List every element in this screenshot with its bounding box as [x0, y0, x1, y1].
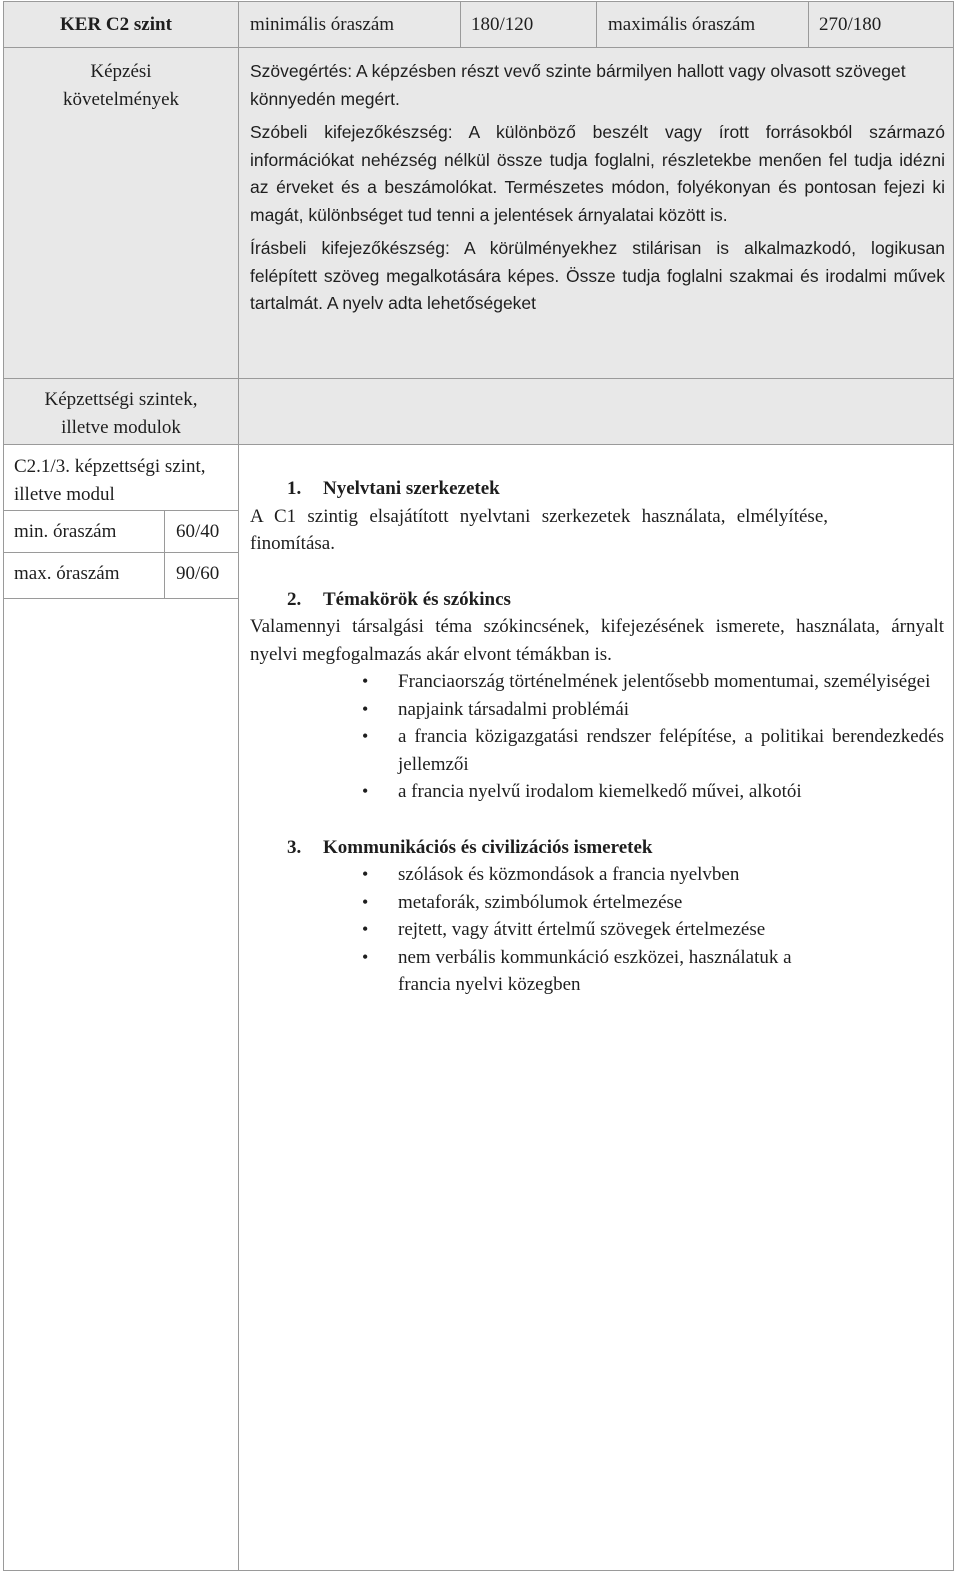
section-title [250, 586, 944, 614]
section-text: Valamennyi társalgási téma szókincsének, kifejezésének ismerete, használata, árnyalt nyelvi megfogalmazás akár elvont témákban is. [250, 616, 944, 665]
section-title [250, 834, 944, 862]
module-label-cell [3, 444, 239, 511]
section-text: A C1 szintig elsajátított nyelvtani szerkezetek használata, elmélyítése, finomítása. [250, 505, 828, 554]
section-grammar [250, 475, 944, 558]
section-number: 2. [287, 588, 302, 610]
module-max-value: 90/60 [164, 552, 239, 599]
list-item: • a francia közigazgatási rendszer felépítése, a politikai berendezkedés jellemzői [250, 723, 944, 778]
written-expression-text: Írásbeli kifejezőkészség: A körülményekhez stilárisan is alkalmazkodó, logikusan felépített szöveg megalkotására képes. Össze tudja foglalni szakmai és irodalmi művek tartalmát. A nyelv adta lehetőségeket [250, 238, 945, 313]
section-title-text: Témakörök és szókincs [323, 588, 511, 610]
communication-list [250, 861, 944, 999]
levels-content-cell [238, 378, 954, 445]
list-item: • rejtett, vagy átvitt értelmű szövegek értelmezése [250, 916, 944, 944]
list-item: • a francia nyelvű irodalom kiemelkedő művei, alkotói [250, 778, 944, 806]
section-number: 3. [287, 836, 302, 858]
module-content [250, 475, 944, 999]
list-item: • Franciaország történelmének jelentősebb momentumai, személyiségei [250, 668, 944, 696]
module-label: C2.1/3. képzettségi szint, illetve modul [14, 456, 206, 505]
max-hours-value: 270/180 [808, 1, 954, 48]
section-title [250, 475, 944, 503]
list-item: • napjaink társadalmi problémái [250, 696, 944, 724]
module-min-value: 60/40 [164, 510, 239, 553]
reading-comprehension-text: Szövegértés: A képzésben részt vevő szinte bármilyen hallott vagy olvasott szöveget könnyedén megért. [250, 61, 906, 109]
min-hours-value: 180/120 [460, 1, 597, 48]
section-title-text: Nyelvtani szerkezetek [323, 478, 500, 499]
requirements-text-cell [238, 47, 954, 379]
module-min-label: min. óraszám [3, 510, 165, 553]
max-hours-label: maximális óraszám [596, 1, 809, 48]
levels-label: Képzettségi szintek, illetve modulok [44, 389, 198, 438]
section-topics-vocabulary [250, 586, 944, 806]
topic-list [250, 668, 944, 806]
module-max-label: max. óraszám [3, 552, 165, 599]
list-item: • szólások és közmondások a francia nyelvben [250, 861, 944, 889]
min-hours-label: minimális óraszám [238, 1, 461, 48]
column-divider [238, 598, 239, 1570]
requirements-label-cell [3, 47, 239, 379]
requirements-label: Képzési követelmények [62, 61, 180, 110]
levels-label-cell [3, 378, 239, 445]
section-number: 1. [287, 478, 302, 499]
oral-expression-text: Szóbeli kifejezőkészség: A különböző beszélt vagy írott forrásokból származó információkat nehézség nélkül össze tudja foglalni, részletekbe menően fel tudja idézni az érveket és a beszámolókat. Természetes módon, folyékonyan és pontosan fejezi ki magát, különbséget tud tenni a jelentések árnyalatai között is. [250, 122, 945, 225]
list-item: • metaforák, szimbólumok értelmezése [250, 889, 944, 917]
section-title-text: Kommunikációs és civilizációs ismeretek [323, 836, 653, 858]
section-communication-civilization [250, 834, 944, 999]
list-item: • nem verbális kommunkáció eszközei, használatuk a francia nyelvi közegben [250, 944, 944, 999]
level-cell: KER C2 szint [3, 1, 239, 48]
